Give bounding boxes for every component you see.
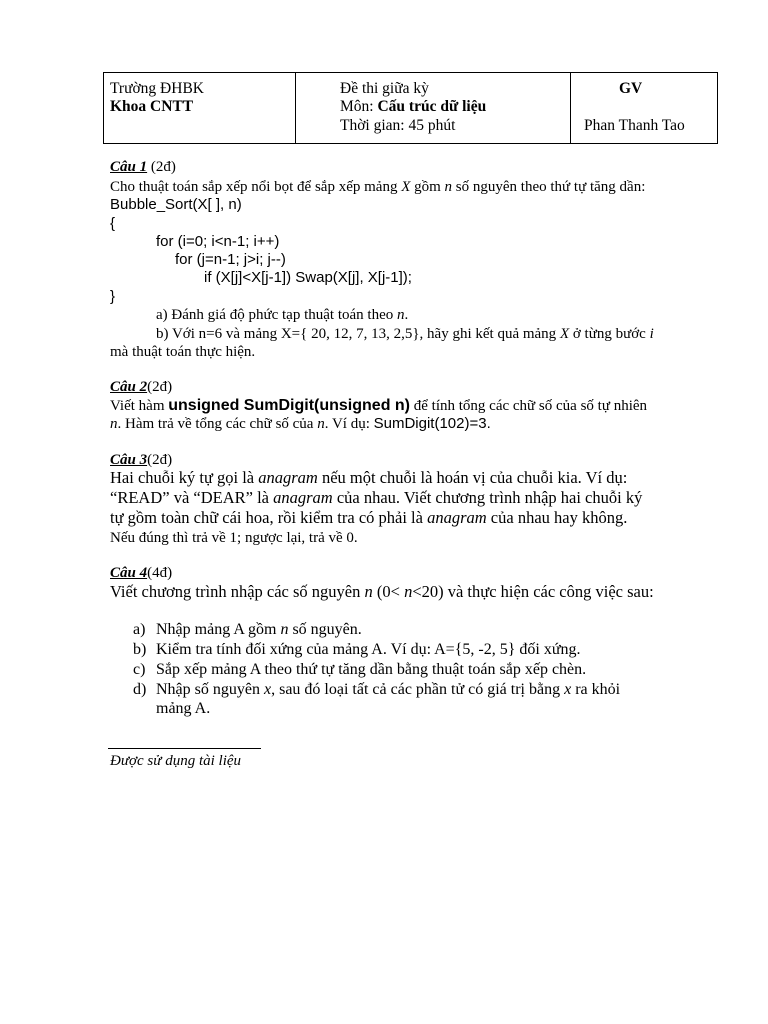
subject-line [340, 98, 486, 116]
q3-l2-term: anagram [273, 488, 333, 507]
q2-l1-b: để tính tổng các chữ số của số tự nhiên [410, 398, 648, 414]
q3-title: Câu 3 [110, 452, 148, 468]
q3-l2-b: của nhau. Viết chương trình nhập hai chuỗi ký [332, 488, 643, 507]
q3-l2-a: “READ” và “DEAR” là [110, 488, 274, 507]
q4-points: (4đ) [147, 565, 173, 581]
q3-l3-term: anagram [427, 508, 487, 527]
q1-b-text: b) Với n=6 và mảng X={ 20, 12, 7, 13, 2,5}, hãy ghi kết quả mảng [156, 326, 560, 342]
code-line: if (X[j]<X[j-1]) Swap(X[j], X[j-1]); [204, 269, 412, 286]
header-right-cell [571, 73, 717, 143]
exam-time: Thời gian: 45 phút [340, 117, 456, 134]
exam-title: Đề thi giữa kỳ [340, 80, 429, 97]
q1-part-a [156, 306, 408, 324]
q4-item [133, 620, 362, 639]
q3-l1-a: Hai chuỗi ký tự gọi là [110, 468, 259, 487]
footnote-rule [108, 748, 261, 749]
q2-points: (2đ) [147, 379, 173, 395]
q4-item-marker: c) [133, 661, 146, 678]
q4-item-text-end: ra khỏi [571, 681, 621, 698]
q4-intro-n2: n [404, 582, 413, 601]
q1-part-b-cont: mà thuật toán thực hiện. [110, 344, 256, 360]
q4-heading [110, 564, 172, 582]
q1-intro-c: số nguyên theo thứ tự tăng dần: [452, 179, 646, 195]
subject-name: Cấu trúc dữ liệu [377, 98, 487, 115]
header-table [103, 72, 718, 144]
teacher-name: Phan Thanh Tao [584, 117, 685, 134]
q3-line4: Nếu đúng thì trả về 1; ngược lại, trả về 0. [110, 530, 358, 546]
code-line: Bubble_Sort(X[ ], n) [110, 196, 242, 213]
q2-example: SumDigit(102)=3. [373, 415, 491, 432]
q3-l3-a: tự gồm toàn chữ cái hoa, rồi kiểm tra có phải là [110, 508, 428, 527]
q1-a-text: a) Đánh giá độ phức tạp thuật toán theo [156, 307, 397, 323]
q1-intro-b: gồm [410, 179, 445, 195]
q3-points: (2đ) [147, 452, 173, 468]
q4-intro [110, 583, 654, 601]
q3-line1 [110, 469, 627, 487]
header-left-cell [104, 73, 296, 143]
q4-item-text: Sắp xếp mảng A theo thứ tự tăng dần bằng thuật toán sắp xếp chèn. [156, 661, 587, 678]
q2-function-signature: unsigned SumDigit(unsigned n) [168, 397, 411, 414]
q1-intro-x: X [401, 179, 411, 195]
q3-line3 [110, 509, 627, 527]
footnote: Được sử dụng tài liệu [110, 753, 242, 769]
q2-line1 [110, 397, 647, 415]
q1-a-end: . [404, 307, 409, 323]
q4-item [133, 680, 620, 699]
q2-heading [110, 378, 172, 396]
q2-l2-b: . Ví dụ: [324, 416, 374, 432]
q4-item [133, 640, 581, 659]
q4-intro-c: <20) và thực hiện các công việc sau: [412, 582, 654, 601]
q1-intro [110, 178, 645, 196]
q2-l2-a: . Hàm trả về tổng các chữ số của [117, 416, 318, 432]
q4-item-text-mid: , sau đó loại tất cả các phần tử có giá trị bằng [271, 681, 565, 698]
q4-item-marker: a) [133, 621, 146, 638]
q2-line2 [110, 415, 491, 433]
q4-intro-n: n [364, 582, 373, 601]
q1-title: Câu 1 [110, 159, 148, 175]
q1-part-b [156, 325, 654, 343]
q2-l2-n2: n [317, 416, 325, 432]
code-line: } [110, 288, 116, 305]
code-line: { [110, 215, 116, 232]
q4-title: Câu 4 [110, 565, 148, 581]
code-line: for (i=0; i<n-1; i++) [156, 233, 280, 250]
q4-intro-a: Viết chương trình nhập các số nguyên [110, 582, 365, 601]
q3-l1-term: anagram [258, 468, 318, 487]
q2-l2-n: n [110, 416, 118, 432]
q4-item-text: Kiểm tra tính đối xứng của mảng A. Ví dụ: A={5, -2, 5} đối xứng. [156, 641, 581, 658]
subject-prefix: Môn: [340, 98, 378, 115]
q3-heading [110, 451, 172, 469]
q4-intro-b: (0< [372, 582, 405, 601]
q4-item-var: n [280, 621, 289, 638]
q1-b-x: X [559, 326, 570, 342]
q4-item-text: Nhập số nguyên [156, 681, 264, 698]
q1-a-n: n [396, 307, 405, 323]
q4-item [133, 660, 586, 679]
q1-heading [110, 158, 176, 176]
q1-intro-n: n [444, 179, 453, 195]
q4-item-d-cont: mảng A. [156, 700, 211, 717]
q1-b-mid: ở từng bước [569, 326, 650, 342]
q3-l3-b: của nhau hay không. [486, 508, 628, 527]
q4-item-var: x [263, 681, 272, 698]
q4-item-text: Nhập mảng A gồm [156, 621, 281, 638]
q4-item-var2: x [564, 681, 572, 698]
q1-intro-a: Cho thuật toán sắp xếp nổi bọt để sắp xếp mảng [110, 179, 402, 195]
q4-item-marker: b) [133, 641, 147, 658]
teacher-label: GV [619, 80, 643, 97]
q4-item-marker: d) [133, 681, 147, 698]
q1-b-i: i [649, 326, 654, 342]
faculty-name: Khoa CNTT [110, 98, 194, 115]
header-middle-cell [296, 73, 571, 143]
q2-l1-a: Viết hàm [110, 398, 169, 414]
q4-item-text-end: số nguyên. [288, 621, 362, 638]
q3-l1-b: nếu một chuỗi là hoán vị của chuỗi kia. Ví dụ: [317, 468, 628, 487]
q3-line2 [110, 489, 642, 507]
school-name: Trường ĐHBK [110, 80, 204, 97]
code-line: for (j=n-1; j>i; j--) [175, 251, 286, 268]
q1-points: (2đ) [147, 159, 176, 175]
q2-title: Câu 2 [110, 379, 148, 395]
